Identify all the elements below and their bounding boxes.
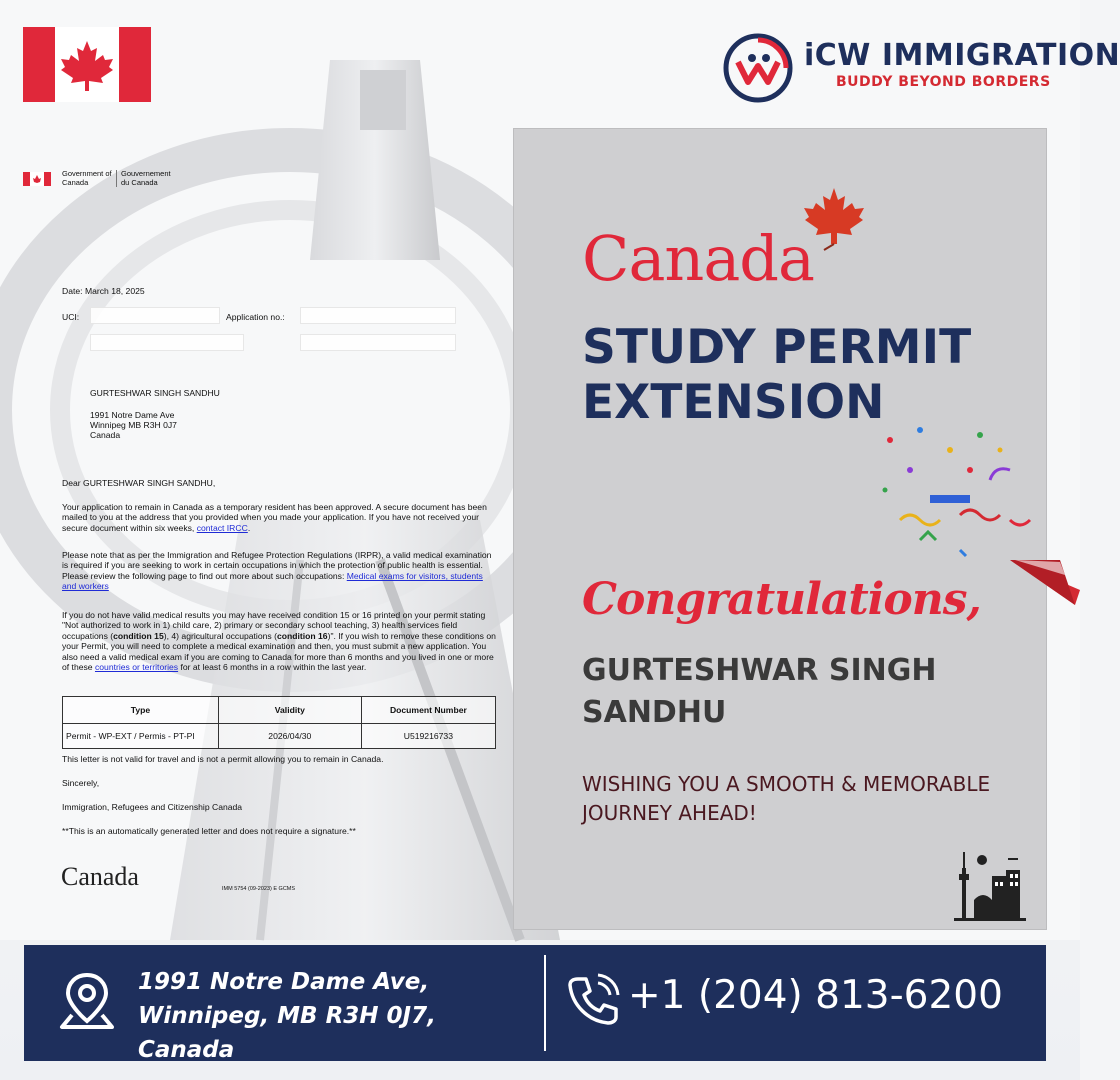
recipient-address-3: Canada [90, 430, 121, 440]
redacted-block-1 [90, 334, 244, 351]
countries-territories-link[interactable]: countries or territories [94, 662, 179, 673]
not-valid-note: This letter is not valid for travel and is not a permit allowing you to remain in Canada. [62, 754, 384, 764]
medical-paragraph [62, 550, 498, 592]
table-header: Type [63, 697, 219, 724]
brand-name: iCW IMMIGRATION [804, 38, 1120, 73]
table-header: Validity [218, 697, 361, 724]
gov-name-en: Government of Canada [62, 169, 112, 187]
form-code: IMM 5754 (09-2023) E GCMS [222, 886, 296, 892]
salutation: Dear GURTESHWAR SINGH SANDHU, [62, 478, 216, 488]
redacted-block-2 [300, 334, 456, 351]
recipient-address-1: 1991 Notre Dame Ave [90, 410, 175, 420]
date-label: Date: [62, 286, 83, 296]
conditions-end: for at least 6 months in a row within the last year. [180, 662, 367, 673]
canada-wordmark: Canada [61, 862, 139, 891]
table-cell: Permit - WP-EXT / Permis - PT-PI [63, 724, 219, 749]
table-header: Document Number [361, 697, 495, 724]
closing: Sincerely, [62, 778, 100, 788]
table-cell: U519216733 [361, 724, 495, 749]
uci-label: UCI: [62, 312, 80, 322]
maple-leaf-icon [800, 182, 868, 250]
city-skyline-icon [952, 846, 1028, 922]
date-value: March 18, 2025 [84, 286, 145, 296]
conditions-text-a: If you do not have valid medical results you may have received condition 15 or 16 printed on your permit stating "Not authorized to work in 1) child care, 2) primary or secondary school teaching, 3) health services field occupations ( [62, 610, 486, 641]
footer-address: 1991 Notre Dame Ave, Winnipeg, MB R3H 0J7, Canada [138, 969, 436, 1063]
contact-footer [24, 945, 1046, 1061]
table-cell: 2026/04/30 [218, 724, 361, 749]
conditions-paragraph [62, 610, 498, 672]
approval-text: Your application to remain in Canada as a temporary resident has been approved. A secure document has been mailed to you at the address that you provided when you made your application. If you have not received your secure document within six weeks, [62, 502, 487, 533]
recipient-address-2: Winnipeg MB R3H 0J7 [90, 420, 177, 430]
letter-date [62, 286, 145, 296]
gov-name-fr: Gouvernement du Canada [116, 170, 181, 187]
footer-divider [544, 955, 546, 1051]
conditions-text-e: )". If you wish to remove these conditions on your Permit, you will need to complete a medical examination and then, you must submit a new application. You also need a valid medical exam if you are coming to Canada for more than 6 months and you lived in one or more of these [62, 630, 496, 673]
brand-tagline: BUDDY BEYOND BORDERS [836, 74, 1051, 90]
recipient-name-large: GURTESHWAR SINGH SANDHU [582, 653, 937, 730]
canada-flag-icon [23, 27, 151, 102]
uci-redacted [90, 307, 220, 324]
table-header-row [63, 697, 496, 724]
contact-ircc-link[interactable]: contact IRCC [196, 522, 248, 533]
application-label: Application no.: [226, 312, 285, 322]
brand-logo [722, 30, 1120, 106]
phone-icon [564, 973, 620, 1029]
congratulations-heading: Congratulations, [582, 574, 981, 625]
gov-canada-flag-icon [23, 172, 51, 186]
recipient-name: GURTESHWAR SINGH SANDHU [90, 388, 220, 398]
headline-title: STUDY PERMIT EXTENSION [582, 320, 972, 430]
approval-paragraph [62, 502, 498, 533]
application-redacted [300, 307, 456, 324]
table-row [63, 724, 496, 749]
medical-exams-link[interactable]: Medical exams for visitors, students and workers [62, 570, 483, 592]
auto-generated-note: **This is an automatically generated letter and does not require a signature.** [62, 826, 356, 836]
permit-table [62, 696, 496, 749]
condition-15: condition 15 [113, 630, 164, 641]
approval-letter [0, 120, 510, 930]
wish-message: WISHING YOU A SMOOTH & MEMORABLE JOURNEY AHEAD! [582, 772, 991, 825]
medical-text: Please note that as per the Immigration and Refugee Protection Regulations (IRPR), a valid medical examination is required if you are seeking to work in certain occupations in which the protection of public health is essential. Please review the following page to find out more about such occupations: [62, 550, 492, 581]
condition-16: condition 16 [276, 630, 328, 641]
conditions-text-c: ), 4) agricultural occupations ( [163, 630, 277, 641]
location-pin-icon [58, 971, 116, 1031]
department: Immigration, Refugees and Citizenship Canada [62, 802, 243, 812]
approval-end: . [247, 522, 251, 533]
headline-country: Canada [582, 222, 814, 295]
brand-logo-icon [722, 32, 794, 104]
footer-phone[interactable]: +1 (204) 813-6200 [628, 973, 1003, 1018]
